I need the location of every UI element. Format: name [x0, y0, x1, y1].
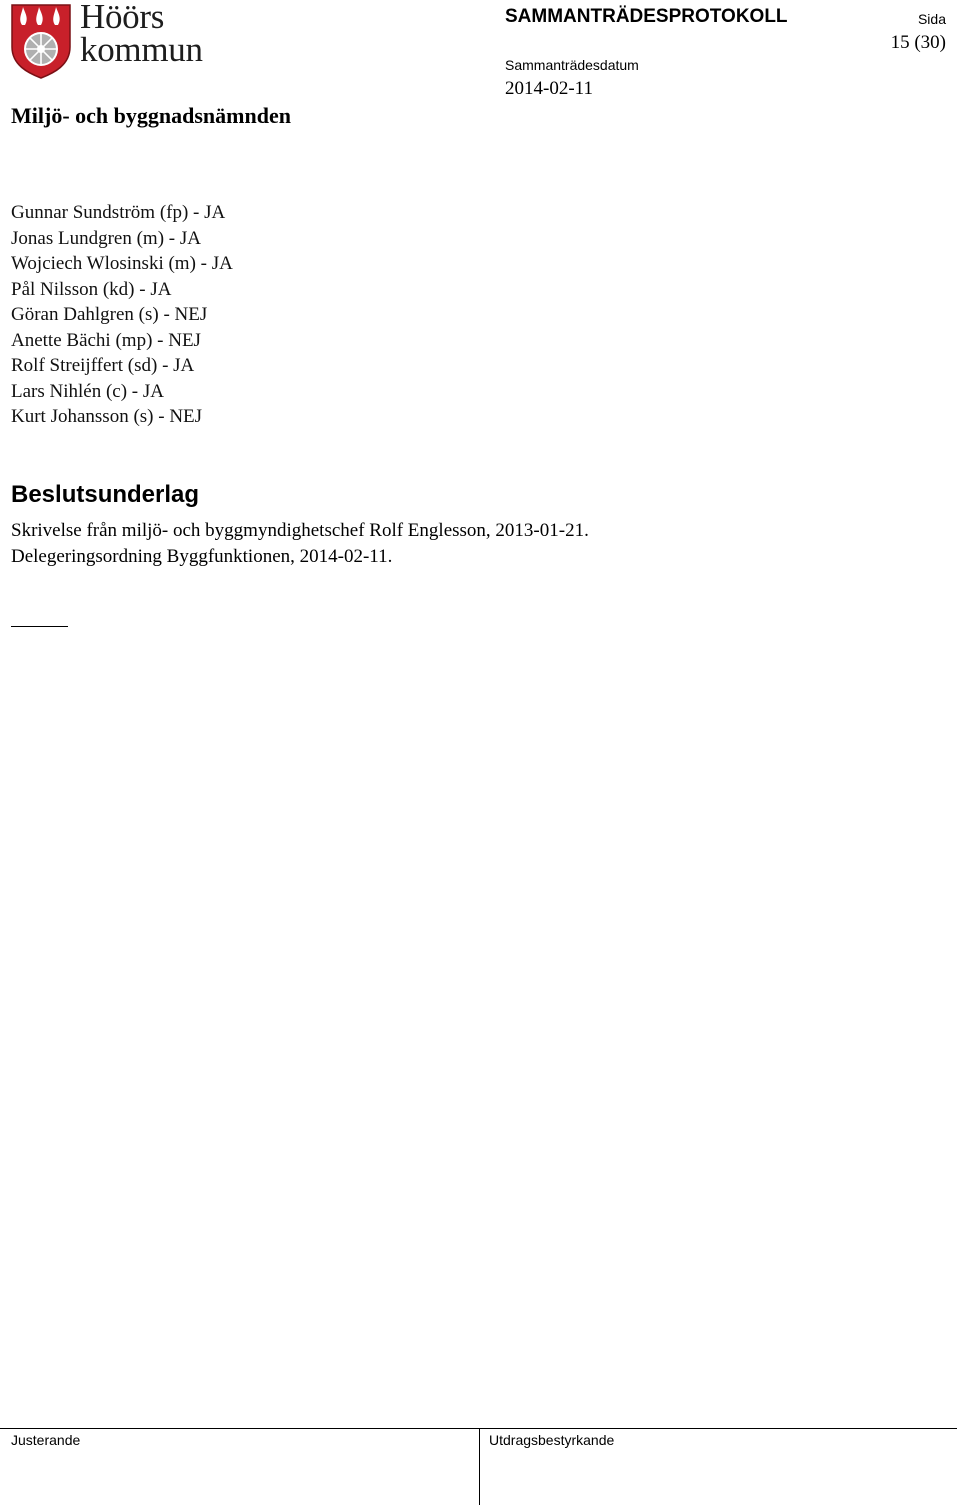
footer-adjuster-label: Justerande [11, 1432, 81, 1448]
meeting-date-value: 2014-02-11 [505, 78, 593, 99]
municipality-name-line2: kommun [80, 30, 203, 69]
vote-item: Kurt Johansson (s) - NEJ [11, 406, 203, 427]
vote-item: Anette Bächi (mp) - NEJ [11, 329, 201, 351]
page-label: Sida [917, 11, 946, 27]
decision-basis-heading: Beslutsunderlag [11, 481, 200, 508]
decision-basis-item: Skrivelse från miljö- och byggmyndighetschef Rolf Englesson, 2013-01-21. [11, 520, 589, 541]
decision-basis-list [11, 518, 589, 570]
vote-item: Wojciech Wlosinski (m) - JA [11, 253, 233, 274]
footer-divider [479, 1428, 480, 1505]
vote-item: Rolf Streijffert (sd) - JA [11, 355, 195, 376]
committee-name: Miljö- och byggnadsnämnden [11, 103, 291, 128]
page-number: 15 (30) [890, 32, 946, 53]
vote-list [11, 200, 233, 430]
municipality-coat-of-arms-icon [10, 3, 72, 79]
footer-certification-label: Utdragsbestyrkande [489, 1432, 615, 1448]
section-end-rule [11, 626, 68, 627]
document-type: SAMMANTRÄDESPROTOKOLL [505, 6, 788, 27]
vote-item: Pål Nilsson (kd) - JA [11, 278, 172, 300]
vote-item: Göran Dahlgren (s) - NEJ [11, 304, 208, 325]
vote-item: Gunnar Sundström (fp) - JA [11, 202, 226, 223]
decision-basis-item: Delegeringsordning Byggfunktionen, 2014-02-11. [11, 546, 393, 567]
municipality-name-line1: Höörs [80, 0, 165, 36]
vote-item: Jonas Lundgren (m) - JA [11, 227, 201, 249]
meeting-date-label: Sammanträdesdatum [505, 57, 639, 73]
municipality-name [80, 0, 203, 69]
vote-item: Lars Nihlén (c) - JA [11, 380, 165, 402]
